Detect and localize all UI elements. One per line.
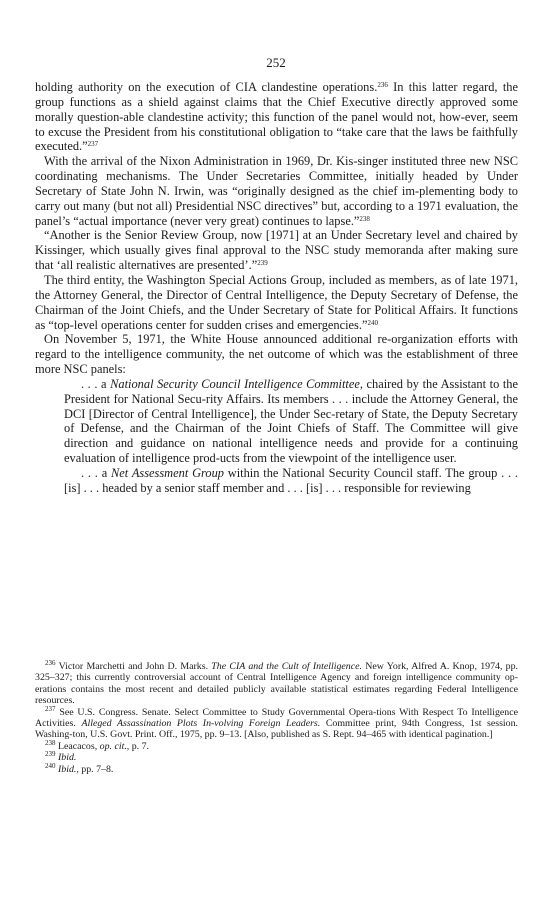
- quote-italic: Net Assessment Group: [111, 465, 224, 480]
- quote-lead: . . . a: [81, 465, 108, 480]
- footnote-text: See U.S. Congress. Senate. Select Committee to Study Governmental Opera-tions With Respect To Intelligence Activities.: [35, 706, 518, 730]
- footnote: [35, 761, 518, 775]
- footnote-text: pp. 7–8.: [81, 763, 114, 775]
- paragraph-text: “Another is the Senior Review Group, now [1971] at an Under Secretary level and chaired by Kissinger, which usually gives final approval to the NSC study memoranda after making sure that ‘all realistic alternatives are presented’.”: [35, 228, 518, 273]
- footnote-text: New York, Alfred A. Knop, 1974, pp. 325–327; this currently controversial account of Central Intelligence Agency and foreign intelligence community op-erations contains the most recent and detailed publicly available statistical estimates regarding Federal Intelligence resources.: [35, 661, 519, 707]
- footnote-number: 239: [45, 750, 56, 759]
- paragraph: [35, 154, 518, 228]
- paragraph-text: With the arrival of the Nixon Administration in 1969, Dr. Kis-singer instituted three new NSC coordinating mechanisms. The Under Secretaries Committee, initially headed by Under Secretary of State John N. Irwin, was “originally designed as the chief im-plementing body to carry out many (but not all) Presidential NSC directives” but, according to a 1971 evaluation, the panel’s “actual importance (never very great) continues to lapse.”: [35, 154, 518, 228]
- paragraph: [35, 332, 518, 377]
- paragraph: [35, 273, 518, 332]
- footnote-ref: 238: [359, 214, 370, 223]
- footnote: [35, 752, 518, 763]
- footnotes: [35, 661, 518, 775]
- quote-lead: . . . a: [81, 376, 107, 391]
- paragraph-text: In this latter regard, the group functions as a shield against claims that the Chief Executive directly approved some morally question-able clandestine activity; this function of the panel would not, how-ever, seem to excuse the President from his constitutional obligation to “take care that the laws be faithfully executed.”: [35, 80, 518, 154]
- quote-paragraph: [64, 466, 518, 496]
- footnote-text: Committee print, 94th Congress, 1st session. Washing-ton, U.S. Govt. Print. Off., 1975, pp. 9–13. [Also, published as S. Rept. 94–465 with identical pagination.]: [35, 718, 519, 741]
- footnote: [35, 738, 518, 752]
- quote-text: chaired by the Assistant to the President for National Secu-rity Affairs. Its members . . . include the Attorney General, the DCI [Director of Central Intelligence], the Under Sec-retary of State, the Deputy Secretary of Defense, and the Chairman of the Joint Chiefs of Staff. The Committee will give direction and guidance on national intelligence needs and provide for a continuing evaluation of intelligence prod-ucts from the viewpoint of the intelligence user.: [64, 376, 518, 466]
- footnote: [35, 661, 518, 707]
- footnote-text: p. 7.: [131, 740, 150, 752]
- footnote: [35, 704, 519, 741]
- quote-text: within the National Security Council staff. The group . . . [is] . . . headed by a senior staff member and . . . [is] . . . responsible for reviewing: [64, 465, 518, 495]
- footnote-ref: 240: [367, 318, 378, 327]
- paragraph-text: On November 5, 1971, the White House announced additional re-organization efforts with regard to the intelligence community, the net outcome of which was the establishment of three more NSC panels:: [35, 332, 518, 377]
- page-number: 252: [266, 55, 286, 70]
- paragraph: [35, 80, 518, 154]
- paragraph-text: holding authority on the execution of CIA clandestine operations.: [35, 80, 378, 94]
- footnote-number: 237: [45, 704, 56, 713]
- quote-italic: National Security Council Intelligence Committee,: [110, 376, 363, 391]
- quote-paragraph: [64, 377, 518, 466]
- footnote-text: Victor Marchetti and John D. Marks.: [58, 661, 209, 672]
- footnote-text: Leacacos,: [57, 740, 98, 752]
- footnote-title: op. cit.,: [99, 740, 130, 752]
- block-quote: [64, 377, 518, 496]
- footnote-number: 240: [45, 761, 56, 770]
- footnote-title: Alleged Assassination Plots In-volving Foreign Leaders.: [81, 718, 321, 730]
- footnote-ref: 237: [87, 140, 99, 149]
- footnote-ref: 239: [257, 259, 268, 268]
- footnote-title: Ibid.,: [57, 763, 79, 775]
- footnote-number: 236: [45, 659, 56, 667]
- footnote-title: Ibid.: [57, 752, 77, 764]
- paragraph: [35, 228, 518, 273]
- footnote-number: 238: [45, 738, 56, 747]
- main-text: [35, 80, 518, 496]
- footnote-ref: 236: [377, 81, 388, 89]
- paragraph-text: The third entity, the Washington Special Actions Group, included as members, as of late 1971, the Attorney General, the Director of Central Intelligence, the Deputy Secretary of Defense, the Chairman of the Joint Chiefs, and the Under Secretary of State for Political Affairs. It functions as “top-level operations center for sudden crises and emergencies.”: [35, 272, 518, 332]
- footnote-title: The CIA and the Cult of Intelligence.: [211, 661, 362, 672]
